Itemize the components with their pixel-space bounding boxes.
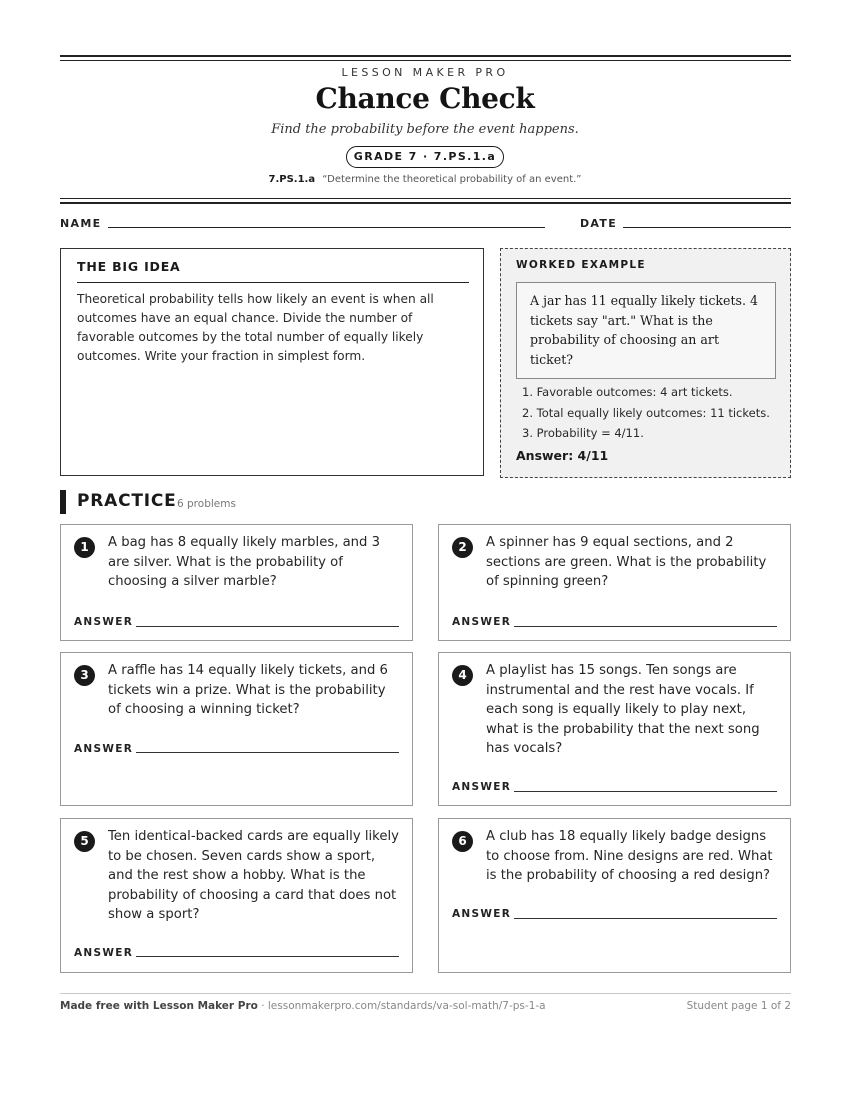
worked-example-box xyxy=(500,248,791,478)
big-idea-box xyxy=(60,248,484,476)
answer-field[interactable] xyxy=(136,626,399,627)
worksheet-subtitle: Find the probability before the event happens. xyxy=(271,122,579,137)
footer-page-number: Student page 1 of 2 xyxy=(686,1000,791,1012)
answer-label: ANSWER xyxy=(74,743,134,755)
name-field[interactable] xyxy=(108,227,545,228)
answer-label: ANSWER xyxy=(74,616,134,628)
name-label: NAME xyxy=(60,217,102,230)
worked-example-question: A jar has 11 equally likely tickets. 4 tickets say "art." What is the probability of choosing an art ticket? xyxy=(516,282,776,379)
header-rule-thick xyxy=(60,202,791,204)
worked-example-heading: WORKED EXAMPLE xyxy=(516,259,646,271)
problem-number-badge: 4 xyxy=(452,665,473,686)
worksheet-title: Chance Check xyxy=(315,82,535,115)
problem-card-3 xyxy=(60,652,413,806)
answer-label: ANSWER xyxy=(452,908,512,920)
problem-number-badge: 1 xyxy=(74,537,95,558)
brand-name: LESSON MAKER PRO xyxy=(341,66,509,79)
footer-url[interactable]: lessonmakerpro.com/standards/va-sol-math/7-ps-1-a xyxy=(267,1000,546,1012)
standard-text: “Determine the theoretical probability of an event.” xyxy=(322,174,582,185)
top-rule-thick xyxy=(60,55,791,57)
problem-number-badge: 2 xyxy=(452,537,473,558)
worked-example-answer: Answer: 4/11 xyxy=(516,448,609,463)
date-field[interactable] xyxy=(623,227,791,228)
big-idea-text: Theoretical probability tells how likely an event is when all outcomes have an equal chance. Divide the number of favorable outcomes by the total number of equally likely outcomes. Write your fraction in simplest form. xyxy=(77,292,434,363)
problem-text: A spinner has 9 equal sections, and 2 sections are green. What is the probability of spinning green? xyxy=(486,535,767,589)
answer-field[interactable] xyxy=(514,918,777,919)
problem-text: A bag has 8 equally likely marbles, and 3 are silver. What is the probability of choosing a silver marble? xyxy=(108,535,380,589)
grade-badge: GRADE 7 · 7.PS.1.a xyxy=(346,146,504,168)
big-idea-heading: THE BIG IDEA xyxy=(77,259,181,274)
practice-count: 6 problems xyxy=(177,498,236,510)
date-label: DATE xyxy=(580,217,618,230)
footer-credit xyxy=(60,1000,546,1012)
answer-field[interactable] xyxy=(136,956,399,957)
problem-card-5 xyxy=(60,818,413,973)
answer-label: ANSWER xyxy=(452,616,512,628)
big-idea-divider xyxy=(77,282,469,283)
problem-card-2 xyxy=(438,524,791,641)
footer-separator: · xyxy=(257,1000,268,1012)
problem-card-4 xyxy=(438,652,791,806)
problem-card-6 xyxy=(438,818,791,973)
answer-field[interactable] xyxy=(514,791,777,792)
problem-text: A playlist has 15 songs. Ten songs are instrumental and the rest have vocals. If each song is equally likely to play next, what is the probability that the next song has vocals? xyxy=(486,663,760,756)
problem-card-1 xyxy=(60,524,413,641)
worked-example-step: 1. Favorable outcomes: 4 art tickets. xyxy=(522,385,733,399)
header-rule-thin xyxy=(60,198,791,199)
answer-label: ANSWER xyxy=(452,781,512,793)
problem-text: A club has 18 equally likely badge designs to choose from. Nine designs are red. What is the probability of choosing a red design? xyxy=(486,829,773,883)
worked-example-step: 2. Total equally likely outcomes: 11 tickets. xyxy=(522,406,770,420)
problem-number-badge: 5 xyxy=(74,831,95,852)
problem-text: Ten identical-backed cards are equally likely to be chosen. Seven cards show a sport, and the rest show a hobby. What is the probability of choosing a card that does not show a sport? xyxy=(108,829,399,922)
answer-label: ANSWER xyxy=(74,947,134,959)
top-rule-thin xyxy=(60,60,791,61)
standard-code: 7.PS.1.a xyxy=(268,174,316,185)
answer-field[interactable] xyxy=(514,626,777,627)
worked-example-step: 3. Probability = 4/11. xyxy=(522,426,644,440)
problem-number-badge: 3 xyxy=(74,665,95,686)
problem-number-badge: 6 xyxy=(452,831,473,852)
practice-heading: PRACTICE xyxy=(77,491,177,511)
footer-made-with: Made free with Lesson Maker Pro xyxy=(60,1000,258,1012)
practice-accent-bar xyxy=(60,490,66,514)
footer-divider xyxy=(60,993,791,994)
standard-line xyxy=(0,174,850,185)
problem-text: A raffle has 14 equally likely tickets, and 6 tickets win a prize. What is the probability of choosing a winning ticket? xyxy=(108,663,388,717)
answer-field[interactable] xyxy=(136,752,399,753)
